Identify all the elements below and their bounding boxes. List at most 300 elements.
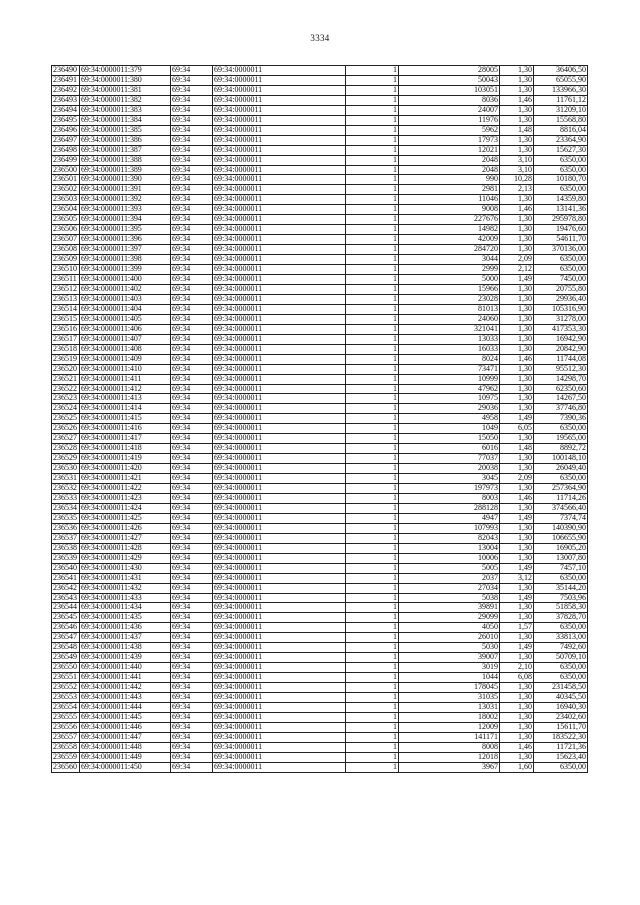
cadastral-number-cell: 69:34:0000011:434 xyxy=(80,603,171,613)
record-number-cell: 236510 xyxy=(52,265,80,275)
cost-cell: 11761,12 xyxy=(534,95,588,105)
count-cell: 1 xyxy=(346,663,399,673)
cadastral-quarter-cell: 69:34:0000011 xyxy=(213,205,346,215)
area-cell: 284720 xyxy=(399,245,500,255)
record-number-cell: 236523 xyxy=(52,394,80,404)
coefficient-cell: 6,08 xyxy=(500,673,534,683)
table-row xyxy=(52,155,588,165)
cadastral-number-cell: 69:34:0000011:431 xyxy=(80,573,171,583)
cost-cell: 14298,70 xyxy=(534,374,588,384)
cost-cell: 183522,30 xyxy=(534,732,588,742)
cadastral-quarter-cell: 69:34:0000011 xyxy=(213,245,346,255)
cost-cell: 6350,00 xyxy=(534,663,588,673)
count-cell: 1 xyxy=(346,314,399,324)
district-code-cell: 69:34 xyxy=(171,284,213,294)
record-number-cell: 236559 xyxy=(52,752,80,762)
record-number-cell: 236506 xyxy=(52,225,80,235)
record-number-cell: 236520 xyxy=(52,364,80,374)
cadastral-number-cell: 69:34:0000011:388 xyxy=(80,155,171,165)
area-cell: 24007 xyxy=(399,105,500,115)
cost-cell: 37828,70 xyxy=(534,613,588,623)
cadastral-number-cell: 69:34:0000011:406 xyxy=(80,324,171,334)
record-number-cell: 236537 xyxy=(52,533,80,543)
cadastral-quarter-cell: 69:34:0000011 xyxy=(213,165,346,175)
area-cell: 5038 xyxy=(399,593,500,603)
area-cell: 47962 xyxy=(399,384,500,394)
coefficient-cell: 1,30 xyxy=(500,195,534,205)
coefficient-cell: 1,46 xyxy=(500,493,534,503)
cost-cell: 19476,60 xyxy=(534,225,588,235)
area-cell: 29036 xyxy=(399,404,500,414)
cadastral-quarter-cell: 69:34:0000011 xyxy=(213,613,346,623)
district-code-cell: 69:34 xyxy=(171,533,213,543)
area-cell: 12018 xyxy=(399,752,500,762)
cost-cell: 417353,30 xyxy=(534,324,588,334)
coefficient-cell: 1,30 xyxy=(500,732,534,742)
area-cell: 77037 xyxy=(399,454,500,464)
coefficient-cell: 1,30 xyxy=(500,683,534,693)
area-cell: 197973 xyxy=(399,484,500,494)
record-number-cell: 236542 xyxy=(52,583,80,593)
cadastral-number-cell: 69:34:0000011:444 xyxy=(80,703,171,713)
table-row xyxy=(52,633,588,643)
cadastral-quarter-cell: 69:34:0000011 xyxy=(213,155,346,165)
table-row xyxy=(52,493,588,503)
count-cell: 1 xyxy=(346,374,399,384)
count-cell: 1 xyxy=(346,693,399,703)
area-cell: 17973 xyxy=(399,135,500,145)
count-cell: 1 xyxy=(346,593,399,603)
area-cell: 11046 xyxy=(399,195,500,205)
cost-cell: 23402,60 xyxy=(534,712,588,722)
table-row xyxy=(52,643,588,653)
coefficient-cell: 3,10 xyxy=(500,165,534,175)
cadastral-number-cell: 69:34:0000011:386 xyxy=(80,135,171,145)
record-number-cell: 236539 xyxy=(52,553,80,563)
district-code-cell: 69:34 xyxy=(171,66,213,76)
record-number-cell: 236517 xyxy=(52,334,80,344)
count-cell: 1 xyxy=(346,414,399,424)
table-row xyxy=(52,265,588,275)
count-cell: 1 xyxy=(346,95,399,105)
cadastral-quarter-cell: 69:34:0000011 xyxy=(213,235,346,245)
record-number-cell: 236495 xyxy=(52,115,80,125)
table-row xyxy=(52,324,588,334)
cost-cell: 20755,80 xyxy=(534,284,588,294)
cadastral-quarter-cell: 69:34:0000011 xyxy=(213,623,346,633)
count-cell: 1 xyxy=(346,732,399,742)
cost-cell: 15611,70 xyxy=(534,722,588,732)
area-cell: 107993 xyxy=(399,523,500,533)
coefficient-cell: 1,30 xyxy=(500,294,534,304)
cadastral-number-cell: 69:34:0000011:414 xyxy=(80,404,171,414)
area-cell: 10999 xyxy=(399,374,500,384)
cadastral-number-cell: 69:34:0000011:405 xyxy=(80,314,171,324)
coefficient-cell: 1,30 xyxy=(500,543,534,553)
cadastral-number-cell: 69:34:0000011:419 xyxy=(80,454,171,464)
district-code-cell: 69:34 xyxy=(171,75,213,85)
coefficient-cell: 1,30 xyxy=(500,693,534,703)
count-cell: 1 xyxy=(346,493,399,503)
cadastral-number-cell: 69:34:0000011:420 xyxy=(80,464,171,474)
count-cell: 1 xyxy=(346,553,399,563)
count-cell: 1 xyxy=(346,533,399,543)
table-row xyxy=(52,344,588,354)
cadastral-quarter-cell: 69:34:0000011 xyxy=(213,284,346,294)
cadastral-quarter-cell: 69:34:0000011 xyxy=(213,484,346,494)
cost-cell: 133966,30 xyxy=(534,85,588,95)
count-cell: 1 xyxy=(346,125,399,135)
cadastral-quarter-cell: 69:34:0000011 xyxy=(213,454,346,464)
cadastral-number-cell: 69:34:0000011:383 xyxy=(80,105,171,115)
area-cell: 5000 xyxy=(399,275,500,285)
cost-cell: 15623,40 xyxy=(534,752,588,762)
count-cell: 1 xyxy=(346,165,399,175)
cadastral-quarter-cell: 69:34:0000011 xyxy=(213,304,346,314)
record-number-cell: 236511 xyxy=(52,275,80,285)
record-number-cell: 236535 xyxy=(52,513,80,523)
area-cell: 2048 xyxy=(399,165,500,175)
record-number-cell: 236521 xyxy=(52,374,80,384)
cadastral-quarter-cell: 69:34:0000011 xyxy=(213,643,346,653)
area-cell: 16033 xyxy=(399,344,500,354)
coefficient-cell: 1,48 xyxy=(500,125,534,135)
coefficient-cell: 1,30 xyxy=(500,344,534,354)
cost-cell: 36406,50 xyxy=(534,66,588,76)
cost-cell: 106655,90 xyxy=(534,533,588,543)
area-cell: 9008 xyxy=(399,205,500,215)
cost-cell: 7503,96 xyxy=(534,593,588,603)
cadastral-number-cell: 69:34:0000011:442 xyxy=(80,683,171,693)
record-number-cell: 236538 xyxy=(52,543,80,553)
district-code-cell: 69:34 xyxy=(171,663,213,673)
record-number-cell: 236531 xyxy=(52,474,80,484)
table-row xyxy=(52,663,588,673)
district-code-cell: 69:34 xyxy=(171,454,213,464)
table-row xyxy=(52,593,588,603)
cost-cell: 16905,20 xyxy=(534,543,588,553)
count-cell: 1 xyxy=(346,275,399,285)
cost-cell: 295978,80 xyxy=(534,215,588,225)
table-row xyxy=(52,583,588,593)
cadastral-quarter-cell: 69:34:0000011 xyxy=(213,712,346,722)
district-code-cell: 69:34 xyxy=(171,374,213,384)
table-row xyxy=(52,205,588,215)
district-code-cell: 69:34 xyxy=(171,125,213,135)
cadastral-quarter-cell: 69:34:0000011 xyxy=(213,115,346,125)
record-number-cell: 236544 xyxy=(52,603,80,613)
coefficient-cell: 10,28 xyxy=(500,175,534,185)
record-number-cell: 236529 xyxy=(52,454,80,464)
area-cell: 178045 xyxy=(399,683,500,693)
area-cell: 8024 xyxy=(399,354,500,364)
district-code-cell: 69:34 xyxy=(171,643,213,653)
cadastral-number-cell: 69:34:0000011:379 xyxy=(80,66,171,76)
cost-cell: 6350,00 xyxy=(534,424,588,434)
record-number-cell: 236509 xyxy=(52,255,80,265)
coefficient-cell: 1,30 xyxy=(500,66,534,76)
coefficient-cell: 3,12 xyxy=(500,573,534,583)
district-code-cell: 69:34 xyxy=(171,414,213,424)
record-number-cell: 236536 xyxy=(52,523,80,533)
record-number-cell: 236492 xyxy=(52,85,80,95)
cadastral-quarter-cell: 69:34:0000011 xyxy=(213,334,346,344)
cadastral-quarter-cell: 69:34:0000011 xyxy=(213,394,346,404)
area-cell: 990 xyxy=(399,175,500,185)
district-code-cell: 69:34 xyxy=(171,354,213,364)
district-code-cell: 69:34 xyxy=(171,722,213,732)
table-row xyxy=(52,215,588,225)
cost-cell: 13007,80 xyxy=(534,553,588,563)
coefficient-cell: 1,30 xyxy=(500,434,534,444)
district-code-cell: 69:34 xyxy=(171,513,213,523)
district-code-cell: 69:34 xyxy=(171,304,213,314)
district-code-cell: 69:34 xyxy=(171,543,213,553)
cadastral-quarter-cell: 69:34:0000011 xyxy=(213,474,346,484)
record-number-cell: 236490 xyxy=(52,66,80,76)
table-row xyxy=(52,294,588,304)
coefficient-cell: 1,30 xyxy=(500,284,534,294)
cadastral-number-cell: 69:34:0000011:397 xyxy=(80,245,171,255)
cadastral-quarter-cell: 69:34:0000011 xyxy=(213,543,346,553)
table-row xyxy=(52,503,588,513)
area-cell: 8008 xyxy=(399,742,500,752)
cadastral-number-cell: 69:34:0000011:399 xyxy=(80,265,171,275)
area-cell: 8003 xyxy=(399,493,500,503)
cost-cell: 54611,70 xyxy=(534,235,588,245)
table-row xyxy=(52,374,588,384)
district-code-cell: 69:34 xyxy=(171,334,213,344)
cost-cell: 6350,00 xyxy=(534,573,588,583)
cadastral-number-cell: 69:34:0000011:421 xyxy=(80,474,171,484)
count-cell: 1 xyxy=(346,155,399,165)
table-row xyxy=(52,275,588,285)
cost-cell: 6350,00 xyxy=(534,165,588,175)
cadastral-number-cell: 69:34:0000011:400 xyxy=(80,275,171,285)
cost-cell: 7457,10 xyxy=(534,563,588,573)
table-row xyxy=(52,623,588,633)
cost-cell: 16940,30 xyxy=(534,703,588,713)
coefficient-cell: 1,30 xyxy=(500,603,534,613)
record-number-cell: 236497 xyxy=(52,135,80,145)
district-code-cell: 69:34 xyxy=(171,503,213,513)
count-cell: 1 xyxy=(346,503,399,513)
coefficient-cell: 1,30 xyxy=(500,722,534,732)
record-number-cell: 236491 xyxy=(52,75,80,85)
table-row xyxy=(52,693,588,703)
cost-cell: 105316,90 xyxy=(534,304,588,314)
coefficient-cell: 1,30 xyxy=(500,115,534,125)
district-code-cell: 69:34 xyxy=(171,235,213,245)
cadastral-number-cell: 69:34:0000011:390 xyxy=(80,175,171,185)
area-cell: 4947 xyxy=(399,513,500,523)
area-cell: 73471 xyxy=(399,364,500,374)
record-number-cell: 236527 xyxy=(52,434,80,444)
count-cell: 1 xyxy=(346,384,399,394)
table-row xyxy=(52,683,588,693)
table-row xyxy=(52,115,588,125)
table-row xyxy=(52,404,588,414)
cost-cell: 7492,60 xyxy=(534,643,588,653)
cost-cell: 370136,00 xyxy=(534,245,588,255)
count-cell: 1 xyxy=(346,135,399,145)
district-code-cell: 69:34 xyxy=(171,563,213,573)
district-code-cell: 69:34 xyxy=(171,523,213,533)
district-code-cell: 69:34 xyxy=(171,384,213,394)
count-cell: 1 xyxy=(346,653,399,663)
cadastral-number-cell: 69:34:0000011:435 xyxy=(80,613,171,623)
area-cell: 4958 xyxy=(399,414,500,424)
area-cell: 82043 xyxy=(399,533,500,543)
area-cell: 5962 xyxy=(399,125,500,135)
cadastral-quarter-cell: 69:34:0000011 xyxy=(213,404,346,414)
cadastral-number-cell: 69:34:0000011:389 xyxy=(80,165,171,175)
record-number-cell: 236493 xyxy=(52,95,80,105)
count-cell: 1 xyxy=(346,464,399,474)
cost-cell: 31209,10 xyxy=(534,105,588,115)
coefficient-cell: 1,49 xyxy=(500,513,534,523)
cadastral-number-cell: 69:34:0000011:436 xyxy=(80,623,171,633)
record-number-cell: 236502 xyxy=(52,185,80,195)
cost-cell: 13141,36 xyxy=(534,205,588,215)
coefficient-cell: 1,30 xyxy=(500,384,534,394)
record-number-cell: 236528 xyxy=(52,444,80,454)
cadastral-quarter-cell: 69:34:0000011 xyxy=(213,583,346,593)
area-cell: 227676 xyxy=(399,215,500,225)
cadastral-number-cell: 69:34:0000011:412 xyxy=(80,384,171,394)
area-cell: 103051 xyxy=(399,85,500,95)
district-code-cell: 69:34 xyxy=(171,155,213,165)
count-cell: 1 xyxy=(346,513,399,523)
coefficient-cell: 1,30 xyxy=(500,752,534,762)
cadastral-quarter-cell: 69:34:0000011 xyxy=(213,683,346,693)
count-cell: 1 xyxy=(346,394,399,404)
cadastral-quarter-cell: 69:34:0000011 xyxy=(213,414,346,424)
record-number-cell: 236551 xyxy=(52,673,80,683)
record-number-cell: 236515 xyxy=(52,314,80,324)
count-cell: 1 xyxy=(346,762,399,772)
cost-cell: 6350,00 xyxy=(534,474,588,484)
area-cell: 23028 xyxy=(399,294,500,304)
count-cell: 1 xyxy=(346,752,399,762)
cost-cell: 15627,30 xyxy=(534,145,588,155)
table-row xyxy=(52,95,588,105)
cadastral-quarter-cell: 69:34:0000011 xyxy=(213,255,346,265)
cadastral-quarter-cell: 69:34:0000011 xyxy=(213,85,346,95)
cost-cell: 16942,90 xyxy=(534,334,588,344)
cost-cell: 31278,00 xyxy=(534,314,588,324)
count-cell: 1 xyxy=(346,563,399,573)
table-row xyxy=(52,255,588,265)
cadastral-quarter-cell: 69:34:0000011 xyxy=(213,493,346,503)
table-row xyxy=(52,722,588,732)
area-cell: 28005 xyxy=(399,66,500,76)
coefficient-cell: 1,30 xyxy=(500,394,534,404)
cadastral-quarter-cell: 69:34:0000011 xyxy=(213,344,346,354)
count-cell: 1 xyxy=(346,235,399,245)
district-code-cell: 69:34 xyxy=(171,583,213,593)
coefficient-cell: 1,30 xyxy=(500,503,534,513)
count-cell: 1 xyxy=(346,66,399,76)
district-code-cell: 69:34 xyxy=(171,324,213,334)
coefficient-cell: 1,49 xyxy=(500,643,534,653)
cadastral-quarter-cell: 69:34:0000011 xyxy=(213,722,346,732)
table-row xyxy=(52,553,588,563)
coefficient-cell: 1,49 xyxy=(500,593,534,603)
cost-cell: 7390,36 xyxy=(534,414,588,424)
area-cell: 10006 xyxy=(399,553,500,563)
table-row xyxy=(52,394,588,404)
coefficient-cell: 1,30 xyxy=(500,633,534,643)
district-code-cell: 69:34 xyxy=(171,742,213,752)
area-cell: 13004 xyxy=(399,543,500,553)
cadastral-number-cell: 69:34:0000011:404 xyxy=(80,304,171,314)
district-code-cell: 69:34 xyxy=(171,294,213,304)
cadastral-number-cell: 69:34:0000011:411 xyxy=(80,374,171,384)
coefficient-cell: 1,49 xyxy=(500,414,534,424)
area-cell: 81013 xyxy=(399,304,500,314)
coefficient-cell: 1,30 xyxy=(500,523,534,533)
table-row xyxy=(52,434,588,444)
table-row xyxy=(52,703,588,713)
coefficient-cell: 2,10 xyxy=(500,663,534,673)
area-cell: 2981 xyxy=(399,185,500,195)
table-row xyxy=(52,165,588,175)
table-row xyxy=(52,105,588,115)
register-table-body xyxy=(52,66,588,773)
cadastral-quarter-cell: 69:34:0000011 xyxy=(213,503,346,513)
record-number-cell: 236547 xyxy=(52,633,80,643)
coefficient-cell: 1,30 xyxy=(500,464,534,474)
coefficient-cell: 2,09 xyxy=(500,255,534,265)
area-cell: 20038 xyxy=(399,464,500,474)
district-code-cell: 69:34 xyxy=(171,95,213,105)
area-cell: 2999 xyxy=(399,265,500,275)
coefficient-cell: 1,30 xyxy=(500,324,534,334)
area-cell: 3019 xyxy=(399,663,500,673)
coefficient-cell: 1,30 xyxy=(500,225,534,235)
coefficient-cell: 1,30 xyxy=(500,304,534,314)
cost-cell: 6350,00 xyxy=(534,255,588,265)
district-code-cell: 69:34 xyxy=(171,434,213,444)
cadastral-number-cell: 69:34:0000011:441 xyxy=(80,673,171,683)
area-cell: 5005 xyxy=(399,563,500,573)
table-row xyxy=(52,424,588,434)
cost-cell: 37746,80 xyxy=(534,404,588,414)
cadastral-quarter-cell: 69:34:0000011 xyxy=(213,314,346,324)
count-cell: 1 xyxy=(346,304,399,314)
cadastral-quarter-cell: 69:34:0000011 xyxy=(213,573,346,583)
cadastral-number-cell: 69:34:0000011:380 xyxy=(80,75,171,85)
area-cell: 50043 xyxy=(399,75,500,85)
cadastral-number-cell: 69:34:0000011:439 xyxy=(80,653,171,663)
count-cell: 1 xyxy=(346,613,399,623)
count-cell: 1 xyxy=(346,354,399,364)
cadastral-number-cell: 69:34:0000011:422 xyxy=(80,484,171,494)
cadastral-number-cell: 69:34:0000011:392 xyxy=(80,195,171,205)
cost-cell: 14267,50 xyxy=(534,394,588,404)
record-number-cell: 236499 xyxy=(52,155,80,165)
record-number-cell: 236552 xyxy=(52,683,80,693)
cost-cell: 14359,80 xyxy=(534,195,588,205)
coefficient-cell: 2,12 xyxy=(500,265,534,275)
count-cell: 1 xyxy=(346,215,399,225)
page-number: 3334 xyxy=(310,33,330,43)
area-cell: 321041 xyxy=(399,324,500,334)
table-row xyxy=(52,85,588,95)
table-row xyxy=(52,245,588,255)
district-code-cell: 69:34 xyxy=(171,703,213,713)
